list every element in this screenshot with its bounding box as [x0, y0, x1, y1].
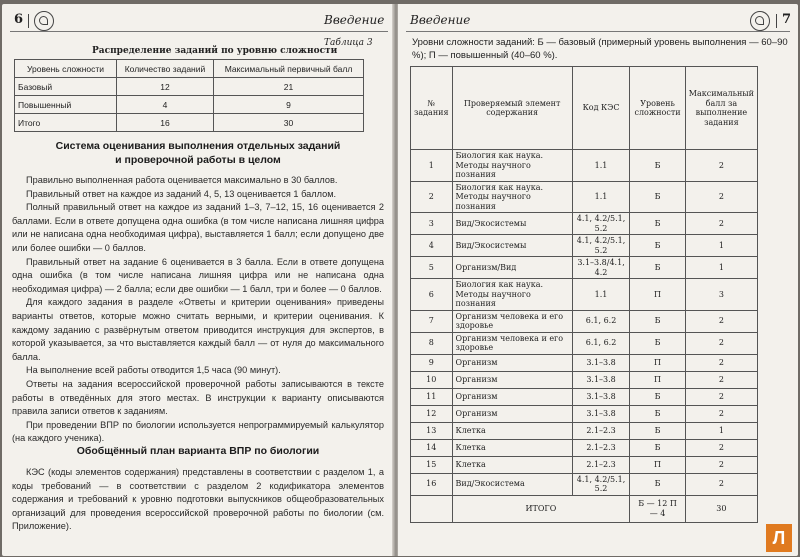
- paragraph: При проведении ВПР по биологии используется непрограммируемый калькулятор (на каждого ученика).: [12, 419, 384, 444]
- table-cell: Организм человека и его здоровье: [452, 332, 572, 354]
- paragraph: Ответы на задания всероссийской проверочной работы записываются в тексте работы в отведённых для этого местах. В инструкции к варианту описываются правила записи ответов к заданиям.: [12, 378, 384, 417]
- paragraph: Правильно выполненная работа оценивается максимально в 30 баллов.: [26, 175, 338, 185]
- table-cell: 10: [411, 371, 453, 388]
- table-cell: 2.1–2.3: [572, 456, 630, 473]
- table-cell: Б: [630, 235, 685, 257]
- publisher-logo-icon: [750, 11, 770, 31]
- paragraph: Правильный ответ на задание 6 оценивается в 3 балла. Если в ответе допущена одна ошибка (в том числе написана лишняя цифра или не написана одна необходимая цифра) — 2 балла; если две ошибки — 1 балл, три и более — 0 баллов.: [12, 256, 384, 294]
- plan-text: [12, 466, 384, 534]
- table-cell: 2: [685, 310, 757, 332]
- table-cell: 2: [685, 213, 757, 235]
- header-divider: [28, 14, 29, 28]
- table-row: [411, 332, 758, 354]
- section-title: Введение: [324, 13, 385, 27]
- header-rule: [406, 31, 790, 32]
- table-row: [411, 405, 758, 422]
- table-header-cell: Количество заданий: [117, 60, 214, 78]
- section-title: Введение: [410, 13, 471, 27]
- table-cell: 9: [214, 96, 364, 114]
- table-cell: Вид/Экосистемы: [452, 213, 572, 235]
- table-row: [411, 354, 758, 371]
- table-caption: Распределение заданий по уровню сложности: [92, 46, 338, 56]
- table-cell: 2.1–2.3: [572, 422, 630, 439]
- table-cell: Организм: [452, 405, 572, 422]
- table-cell: 4.1, 4.2/5.1, 5.2: [572, 235, 630, 257]
- header-divider: [776, 14, 777, 28]
- page-number: 6: [14, 12, 24, 27]
- table-cell: Б: [630, 310, 685, 332]
- table-cell: 9: [411, 354, 453, 371]
- table-cell: П: [630, 354, 685, 371]
- table-header-row: [411, 67, 758, 150]
- table-cell: 1: [685, 422, 757, 439]
- paragraph: КЭС (коды элементов содержания) представлены в соответствии с разделом 1, а коды требований — в соответствии с разделом 2 кодификатора элементов содержания и требований к уровню подготовки выпускников общеобразовательных организаций для проведения всероссийской проверочной работы по биологии (см. Приложение).: [12, 467, 384, 532]
- table-cell: 3: [685, 279, 757, 311]
- table-cell: 16: [117, 114, 214, 132]
- grading-text: [12, 174, 384, 446]
- table-cell: Б: [630, 422, 685, 439]
- table-row: [15, 96, 364, 114]
- table-cell: 15: [411, 456, 453, 473]
- table-header-cell: Уровень сложности: [15, 60, 117, 78]
- table-cell: 2: [685, 150, 757, 182]
- table-cell: Б: [630, 332, 685, 354]
- paragraph: На выполнение всей работы отводится 1,5 часа (90 минут).: [26, 365, 281, 376]
- table-cell: Б: [630, 257, 685, 279]
- table-row: [411, 473, 758, 495]
- table-header-cell: Проверяемый элемент содержания: [452, 67, 572, 150]
- table-row: [411, 388, 758, 405]
- table-cell: 2: [685, 181, 757, 213]
- table-cell: Б: [630, 150, 685, 182]
- table-row: [411, 456, 758, 473]
- table-cell: Организм человека и его здоровье: [452, 310, 572, 332]
- publisher-logo-icon: [34, 11, 54, 31]
- table-cell: 3.1–3.8: [572, 354, 630, 371]
- table-cell: 16: [411, 473, 453, 495]
- header-rule: [10, 31, 388, 32]
- table-cell: 1: [411, 150, 453, 182]
- total-score: 30: [685, 495, 757, 522]
- table-cell: Клетка: [452, 439, 572, 456]
- table-cell: Биология как наука. Методы научного познания: [452, 150, 572, 182]
- table-cell: Вид/Экосистема: [452, 473, 572, 495]
- table-cell: 2: [685, 473, 757, 495]
- table-cell: 3: [411, 213, 453, 235]
- table-cell: Организм/Вид: [452, 257, 572, 279]
- table-cell: 1.1: [572, 181, 630, 213]
- table-cell: 3.1–3.8/4.1, 4.2: [572, 257, 630, 279]
- table-cell: 8: [411, 332, 453, 354]
- table-cell: 12: [411, 405, 453, 422]
- table-cell: 12: [117, 78, 214, 96]
- table-row: [411, 279, 758, 311]
- plan-table: [410, 66, 758, 523]
- table-cell: 3.1–3.8: [572, 388, 630, 405]
- table-cell: 4.1, 4.2/5.1, 5.2: [572, 213, 630, 235]
- left-page: [2, 4, 394, 556]
- table-cell: 2.1–2.3: [572, 439, 630, 456]
- table-cell: 2: [685, 354, 757, 371]
- table-cell: Организм: [452, 388, 572, 405]
- right-page: [398, 4, 798, 556]
- table-cell: 2: [685, 456, 757, 473]
- table-row: [411, 150, 758, 182]
- table-cell: Б: [630, 473, 685, 495]
- table-cell: 2: [685, 332, 757, 354]
- table-cell: 1.1: [572, 150, 630, 182]
- table-cell: 3.1–3.8: [572, 371, 630, 388]
- table-cell: 1.1: [572, 279, 630, 311]
- paragraph: Правильный ответ на каждое из заданий 4, 5, 13 оценивается 1 баллом.: [26, 188, 337, 199]
- table-cell: 7: [411, 310, 453, 332]
- plan-table-body: [411, 150, 758, 496]
- table-cell: Повышенный: [15, 96, 117, 114]
- heading-line: и проверочной работы в целом: [115, 154, 281, 166]
- table-cell: Биология как наука. Методы научного познания: [452, 279, 572, 311]
- table-cell: 6.1, 6.2: [572, 332, 630, 354]
- paragraph: Полный правильный ответ на каждое из заданий 1–3, 7–12, 15, 16 оценивается 2 баллами. Если в ответе допущена одна ошибка (в том числе написана лишняя цифра или не написана одна необходимая цифра), выставляется 1 балл; если допущено две или более ошибки — 0 баллов.: [12, 202, 384, 253]
- table-cell: Итого: [15, 114, 117, 132]
- table-cell: Вид/Экосистемы: [452, 235, 572, 257]
- table-cell: 4.1, 4.2/5.1, 5.2: [572, 473, 630, 495]
- table-cell: 1: [685, 257, 757, 279]
- table-row: [411, 235, 758, 257]
- table-cell: 2: [685, 371, 757, 388]
- table-cell: 21: [214, 78, 364, 96]
- table-cell: П: [630, 279, 685, 311]
- page-number: 7: [782, 12, 792, 27]
- table-total-row: [411, 495, 758, 522]
- table-cell: 14: [411, 439, 453, 456]
- table-cell: П: [630, 371, 685, 388]
- total-level: Б — 12 П — 4: [630, 495, 685, 522]
- table-row: [411, 181, 758, 213]
- table-cell: Б: [630, 181, 685, 213]
- table-number: Таблица 3: [324, 38, 373, 48]
- difficulty-legend: Уровни сложности заданий: Б — базовый (примерный уровень выполнения — 60–90 %); П — повышенный (40–60 %).: [412, 37, 788, 61]
- table-cell: Клетка: [452, 422, 572, 439]
- table-cell: 2: [685, 439, 757, 456]
- table-cell: 30: [214, 114, 364, 132]
- table-row: [411, 257, 758, 279]
- table-row: [15, 114, 364, 132]
- total-label: ИТОГО: [452, 495, 630, 522]
- table-row: [411, 213, 758, 235]
- table-header-cell: Уровень сложности: [630, 67, 685, 150]
- difficulty-table: [14, 59, 364, 132]
- section-heading: [22, 139, 374, 167]
- table-cell: 5: [411, 257, 453, 279]
- table-cell: 11: [411, 388, 453, 405]
- table-cell: 6.1, 6.2: [572, 310, 630, 332]
- table-cell: Б: [630, 213, 685, 235]
- table-header-cell: Код КЭС: [572, 67, 630, 150]
- table-row: [15, 78, 364, 96]
- table-cell: 2: [685, 405, 757, 422]
- table-header-cell: Максимальный первичный балл: [214, 60, 364, 78]
- heading-line: Система оценивания выполнения отдельных заданий: [55, 140, 341, 152]
- table-cell: 3.1–3.8: [572, 405, 630, 422]
- section-heading: Обобщённый план варианта ВПР по биологии: [76, 445, 320, 457]
- table-header-cell: № задания: [411, 67, 453, 150]
- table-row: [411, 422, 758, 439]
- table-row: [411, 310, 758, 332]
- table-header-row: [15, 60, 364, 78]
- table-cell: Биология как наука. Методы научного познания: [452, 181, 572, 213]
- table-cell: Клетка: [452, 456, 572, 473]
- table-cell: 4: [411, 235, 453, 257]
- table-cell: Организм: [452, 354, 572, 371]
- table-cell: 2: [411, 181, 453, 213]
- table-cell: 1: [685, 235, 757, 257]
- table-cell: Базовый: [15, 78, 117, 96]
- table-cell: 2: [685, 388, 757, 405]
- table-cell: Б: [630, 388, 685, 405]
- table-header-cell: Максимальный балл за выполнение задания: [685, 67, 757, 150]
- table-row: [411, 371, 758, 388]
- table-cell: 4: [117, 96, 214, 114]
- table-cell: П: [630, 456, 685, 473]
- table-cell: 6: [411, 279, 453, 311]
- table-cell: Б: [630, 439, 685, 456]
- paragraph: Для каждого задания в разделе «Ответы и критерии оценивания» приведены варианты ответов, которые можно считать верными, и критерии оценивания. К каждому заданию с развёрнутым ответом приводится инструкция для экспертов, в которой указывается, за что выставляется каждый балл — от нуля до максимального балла.: [12, 297, 384, 362]
- table-cell: Б: [630, 405, 685, 422]
- table-row: [411, 439, 758, 456]
- publisher-badge-icon: Л: [766, 524, 792, 552]
- table-cell: Организм: [452, 371, 572, 388]
- table-cell: 13: [411, 422, 453, 439]
- table-cell: [411, 495, 453, 522]
